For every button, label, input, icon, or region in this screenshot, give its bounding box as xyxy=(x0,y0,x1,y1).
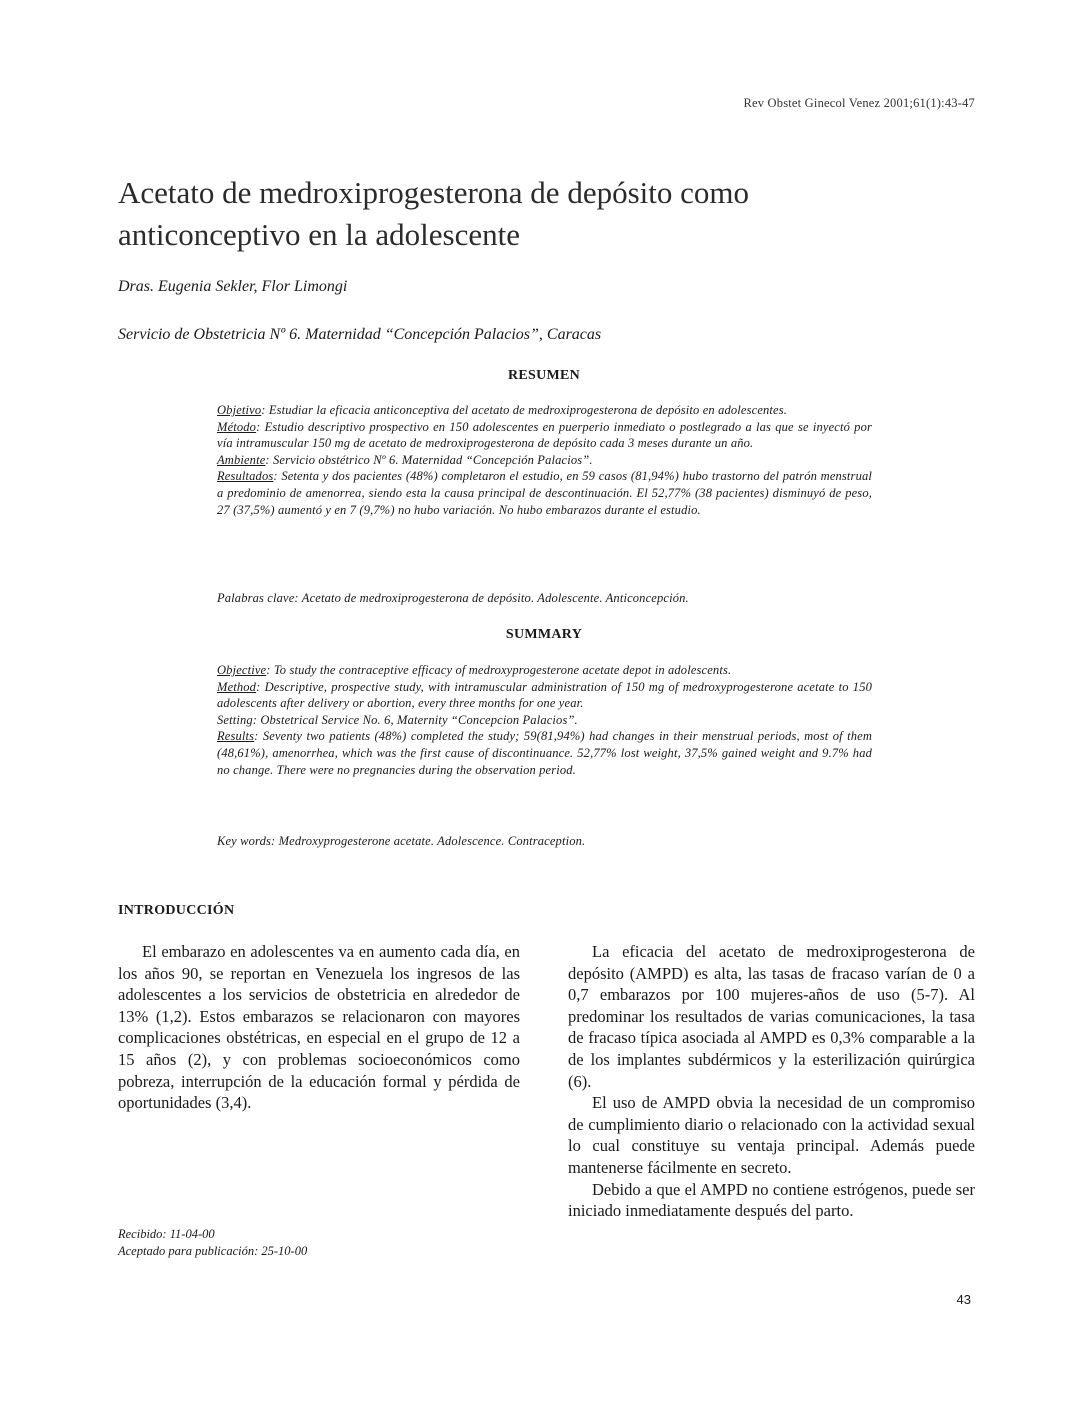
affiliation: Servicio de Obstetricia Nº 6. Maternidad “Concepción Palacios”, Caracas xyxy=(118,326,602,343)
resumen-item-metodo xyxy=(217,419,872,452)
page-number: 43 xyxy=(956,1292,971,1307)
resumen-text: : Estudiar la eficacia anticonceptiva del acetato de medroxiprogesterona de depósito en adolescentes. xyxy=(261,403,788,417)
resumen-label: Ambiente xyxy=(217,452,266,467)
summary-item-objective xyxy=(217,662,872,679)
summary-label: Objective xyxy=(217,663,267,677)
body-column-right xyxy=(568,941,975,1222)
introduction-heading: INTRODUCCIÓN xyxy=(118,903,235,918)
summary-text: : Seventy two patients (48%) completed the study; 59(81,94%) had changes in their menstrual periods, most of them (48,61%), amenorrhea, which was the first cause of discontinuance. 52,77% lost weight, 37,5% gained weight and 9.7% had no change. There were no pregnancies during the observation period. xyxy=(217,729,872,777)
authors: Dras. Eugenia Sekler, Flor Limongi xyxy=(118,278,348,295)
resumen-text: : Servicio obstétrico Nº 6. Maternidad “Concepción Palacios”. xyxy=(265,452,593,467)
body-paragraph: La eficacia del acetato de medroxiprogesterona de depósito (AMPD) es alta, las tasas de fracaso varían de 0 a 0,7 embarazos por 100 mujeres-años de uso (5-7). Al predominar los resultados de varias comunicaciones, la tasa de fracaso típica asociada al AMPD es 0,3% comparable a la de los implantes subdérmicos y la esterilización quirúrgica (6). xyxy=(568,942,975,1091)
accepted-date: Aceptado para publicación: 25-10-00 xyxy=(118,1244,308,1258)
resumen-item-resultados xyxy=(217,468,872,518)
summary-label: Results xyxy=(217,729,255,744)
body-column-left xyxy=(118,941,520,1114)
summary-text: Setting: Obstetrical Service No. 6, Maternity “Concepcion Palacios”. xyxy=(217,712,578,727)
summary-heading: SUMMARY xyxy=(505,627,583,642)
summary-item-method xyxy=(217,679,872,712)
received-date: Recibido: 11-04-00 xyxy=(118,1227,215,1241)
article-title: Acetato de medroxiprogesterona de depósito como anticonceptivo en la adolescente xyxy=(118,175,749,252)
resumen-label: Método xyxy=(217,419,257,434)
summary-body xyxy=(217,662,872,778)
resumen-text: : Estudio descriptivo prospectivo en 150 adolescentes en puerperio inmediato o postlegrado a las que se inyectó por vía intramuscular 150 mg de acetato de medroxiprogesterona de depósito cada 3 meses durante un año. xyxy=(217,419,872,451)
resumen-item-ambiente xyxy=(217,452,872,469)
summary-text: : To study the contraceptive efficacy of medroxyprogesterone acetate depot in adolescents. xyxy=(266,663,732,677)
resumen-heading: RESUMEN xyxy=(507,368,581,383)
summary-keywords: Key words: Medroxyprogesterone acetate. Adolescence. Contraception. xyxy=(217,834,586,848)
summary-item-results xyxy=(217,728,872,778)
submission-dates xyxy=(118,1226,307,1260)
summary-label: Method xyxy=(217,679,257,694)
journal-reference: Rev Obstet Ginecol Venez 2001;61(1):43-47 xyxy=(743,96,975,110)
summary-item-setting xyxy=(217,712,872,729)
body-paragraph: El embarazo en adolescentes va en aumento cada día, en los años 90, se reportan en Venezuela los ingresos de las adolescentes a los servicios de obstetricia en alrededor de 13% (1,2). Estos embarazos se relacionaron con mayores complicaciones obstétricas, en especial en el grupo de 12 a 15 años (2), y con problemas socioeconómicos como pobreza, interrupción de la educación formal y pérdida de oportunidades (3,4). xyxy=(118,942,520,1113)
body-paragraph: Debido a que el AMPD no contiene estrógenos, puede ser iniciado inmediatamente después del parto. xyxy=(568,1179,975,1221)
resumen-item-objetivo xyxy=(217,402,872,419)
resumen-keywords: Palabras clave: Acetato de medroxiprogesterona de depósito. Adolescente. Anticoncepción. xyxy=(217,591,689,605)
summary-text: : Descriptive, prospective study, with intramuscular administration of 150 mg of medroxyprogesterone acetate to 150 adolescents after delivery or abortion, every three months for one year. xyxy=(217,679,872,711)
resumen-label: Resultados xyxy=(217,469,274,484)
resumen-body xyxy=(217,402,872,518)
resumen-label: Objetivo xyxy=(217,403,262,417)
body-paragraph: El uso de AMPD obvia la necesidad de un compromiso de cumplimiento diario o relacionado con la actividad sexual lo cual constituye su ventaja principal. Además puede mantenerse fácilmente en secreto. xyxy=(568,1093,975,1177)
resumen-text: : Setenta y dos pacientes (48%) completaron el estudio, en 59 casos (81,94%) hubo trastorno del patrón menstrual a predominio de amenorrea, siendo esta la causa principal de descontinuación. El 52,77% (38 pacientes) disminuyó de peso, 27 (37,5%) aumentó y en 7 (9,7%) no hubo variación. No hubo embarazos durante el estudio. xyxy=(217,469,872,517)
